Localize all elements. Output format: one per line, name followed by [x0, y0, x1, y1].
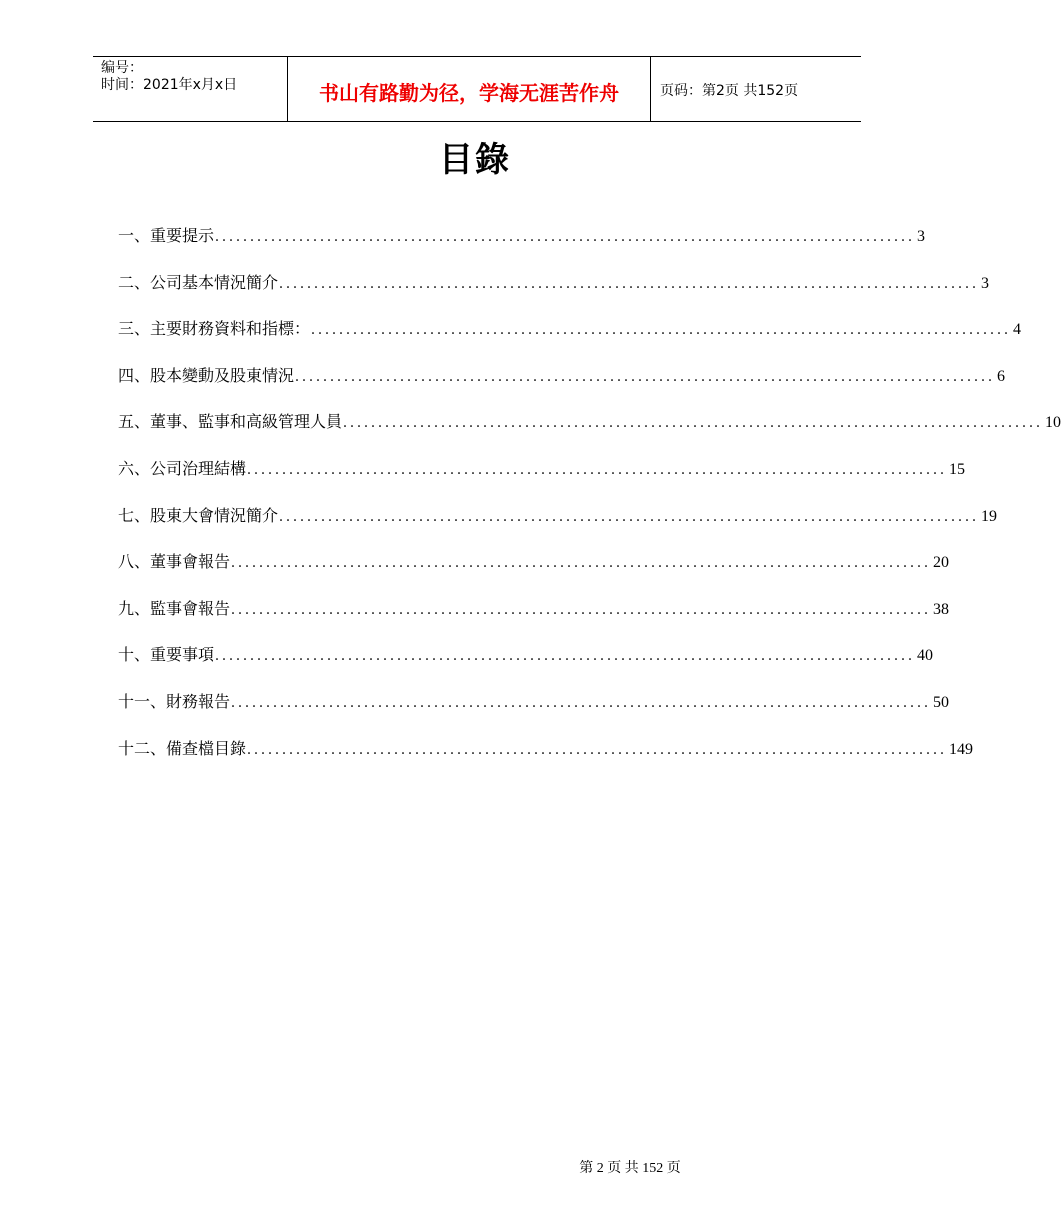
- toc-page-number: 38: [933, 600, 950, 618]
- toc-entry[interactable]: [118, 223, 926, 270]
- toc-entry[interactable]: [118, 409, 1061, 456]
- toc-leader: ....................................................................................................: [311, 321, 1012, 339]
- toc-entry[interactable]: [118, 316, 1022, 363]
- toc-page-number: 20: [933, 554, 950, 572]
- header-meta: [93, 57, 288, 121]
- toc-entry[interactable]: [118, 642, 934, 689]
- page-header: [93, 56, 861, 122]
- toc-leader: ....................................................................................................: [231, 600, 932, 618]
- toc-leader: ....................................................................................................: [279, 507, 980, 525]
- toc-page-number: 6: [997, 367, 1006, 385]
- header-page-info: 页码：第2页 共152页: [660, 83, 799, 99]
- toc-label: 二、公司基本情況簡介: [118, 272, 279, 292]
- toc-label: 五、董事、監事和高級管理人員: [118, 412, 343, 432]
- toc-label: 七、股東大會情況簡介: [118, 505, 279, 525]
- toc-page-number: 10: [1045, 414, 1061, 432]
- toc-entry[interactable]: [118, 689, 950, 736]
- toc-page-number: 4: [1013, 321, 1022, 339]
- toc-leader: ....................................................................................................: [215, 647, 916, 665]
- toc-label: 六、公司治理結構: [118, 458, 247, 478]
- toc-page-number: 40: [917, 647, 934, 665]
- toc-page-number: 19: [981, 507, 998, 525]
- toc-leader: ....................................................................................................: [247, 460, 948, 478]
- toc-entry[interactable]: [118, 363, 1006, 410]
- toc-leader: ....................................................................................................: [343, 414, 1044, 432]
- time-label: 时间：2021年x月x日: [101, 77, 238, 93]
- page-title: 目錄: [439, 140, 511, 180]
- toc-label: 三、主要財務資料和指標：: [118, 319, 311, 339]
- toc-page-number: 3: [917, 228, 926, 245]
- header-motto: 书山有路勤为径，学海无涯苦作舟: [288, 57, 651, 121]
- toc-leader: ....................................................................................................: [231, 693, 932, 711]
- toc-entry[interactable]: [118, 270, 990, 317]
- toc-page-number: 50: [933, 693, 950, 711]
- toc-label: 十一、財務報告: [118, 691, 231, 711]
- toc-leader: ....................................................................................................: [295, 367, 996, 385]
- toc-leader: ....................................................................................................: [247, 740, 948, 758]
- page-footer: 第 2 页 共 152 页: [579, 1161, 681, 1176]
- toc-entry[interactable]: [118, 596, 950, 643]
- toc-label: 八、董事會報告: [118, 552, 231, 572]
- table-of-contents: [118, 223, 1061, 782]
- toc-leader: ....................................................................................................: [215, 228, 916, 245]
- toc-page-number: 149: [949, 740, 974, 758]
- toc-entry[interactable]: [118, 549, 950, 596]
- toc-label: 九、監事會報告: [118, 598, 231, 618]
- toc-leader: ....................................................................................................: [279, 274, 980, 292]
- toc-page-number: 3: [981, 274, 990, 292]
- toc-label: 十二、備查檔目錄: [118, 738, 247, 758]
- toc-label: 一、重要提示: [118, 226, 215, 245]
- toc-entry[interactable]: [118, 503, 998, 550]
- number-label: 编号：: [101, 60, 143, 76]
- toc-entry[interactable]: [118, 456, 966, 503]
- toc-label: 四、股本變動及股東情況: [118, 365, 295, 385]
- toc-entry[interactable]: [118, 736, 974, 783]
- toc-page-number: 15: [949, 460, 966, 478]
- toc-label: 十、重要事項: [118, 645, 215, 665]
- toc-leader: ....................................................................................................: [231, 554, 932, 572]
